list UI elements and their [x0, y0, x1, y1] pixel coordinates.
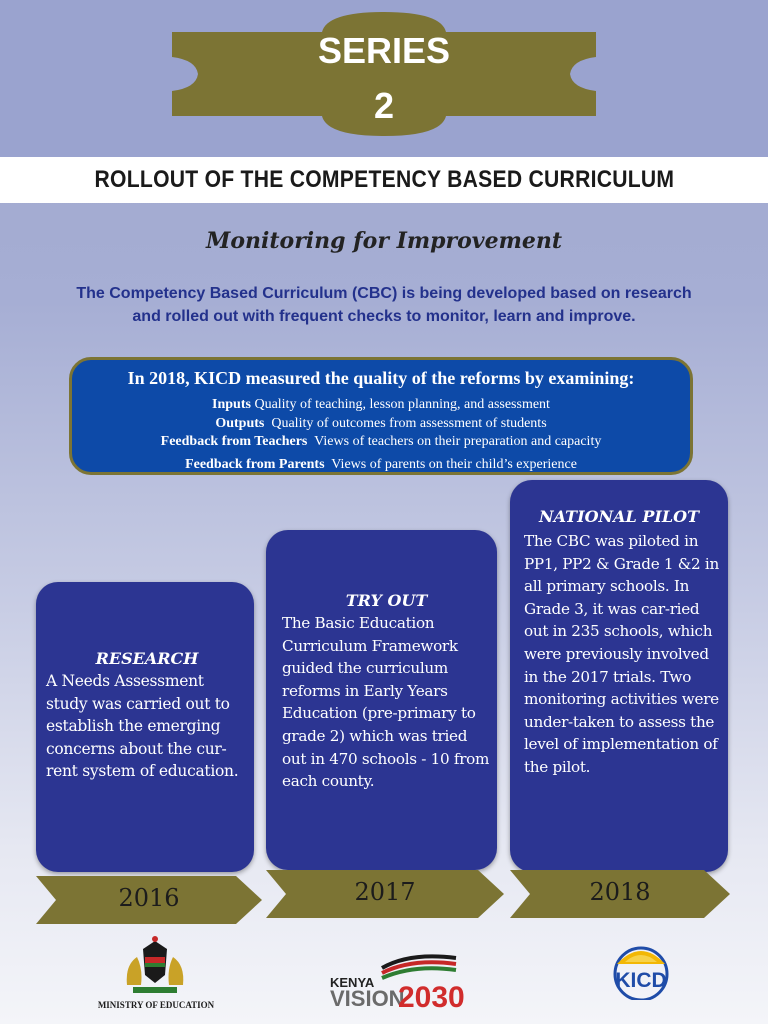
year-label-2017: 2017 [354, 878, 416, 906]
measurement-item [72, 396, 690, 415]
measurement-heading: In 2018, KICD measured the quality of the reforms by examining: [127, 368, 635, 388]
intro-text [40, 284, 728, 327]
ministry-label: MINISTRY OF EDUCATION [97, 1000, 215, 1010]
measurement-box [69, 357, 693, 475]
vision-word-label: VISION [330, 986, 405, 1011]
vision-kenya-label: KENYA [330, 975, 375, 990]
card-heading: NATIONAL PILOT [539, 507, 699, 526]
coat-of-arms-icon [115, 935, 195, 999]
card-text: The Basic Education Curriculum Framework guided the curriculum reforms in Early Years Education (pre-primary to grade 2) which was tried out in 470 schools - 10 from each county. [282, 614, 490, 791]
measurement-label: Outputs [215, 415, 265, 431]
measurement-text: Quality of outcomes from assessment of students [271, 415, 547, 431]
year-label-2018: 2018 [589, 878, 651, 906]
measurement-label: Inputs [212, 397, 251, 412]
series-number: 2 [373, 85, 395, 126]
page-title: ROLLOUT OF THE COMPETENCY BASED CURRICULUM [94, 166, 674, 193]
measurement-label: Feedback from Teachers [160, 434, 308, 449]
card-heading: RESEARCH [95, 649, 199, 668]
measurement-text: Quality of teaching, lesson planning, and assessment [254, 397, 550, 412]
timeline-card-tryout [266, 530, 497, 870]
vision-year-label: 2030 [398, 981, 465, 1014]
intro-line-1: The Competency Based Curriculum (CBC) is being developed based on research [76, 285, 692, 302]
measurement-label: Feedback from Parents [185, 456, 325, 472]
intro-line-2: and rolled out with frequent checks to monitor, learn and improve. [132, 308, 636, 325]
measurement-text: Views of teachers on their preparation and capacity [314, 434, 602, 449]
title-band [0, 157, 768, 203]
series-label: SERIES [317, 30, 451, 71]
measurement-text: Views of parents on their child’s experience [331, 456, 577, 472]
measurement-item [72, 433, 690, 452]
timeline-card-national-pilot [510, 480, 728, 872]
measurement-list [72, 396, 690, 474]
card-text: A Needs Assessment study was carried out to establish the emerging concerns about the cur-rent system of education. [46, 672, 239, 781]
year-label-2016: 2016 [118, 884, 180, 912]
measurement-item [72, 415, 690, 434]
measurement-item [72, 456, 690, 475]
subtitle: Monitoring for Improvement [205, 228, 563, 254]
kicd-logo-label: KICD [615, 969, 667, 992]
card-heading: TRY OUT [345, 591, 428, 610]
timeline-card-research [36, 582, 254, 872]
card-text: The CBC was piloted in PP1, PP2 & Grade 1 &2 in all primary schools. In Grade 3, it was car-ried out in 235 schools, which were previously involved in the 2017 trials. Two monitoring activities were under-taken to assess the level of implementation of the pilot. [524, 532, 719, 776]
